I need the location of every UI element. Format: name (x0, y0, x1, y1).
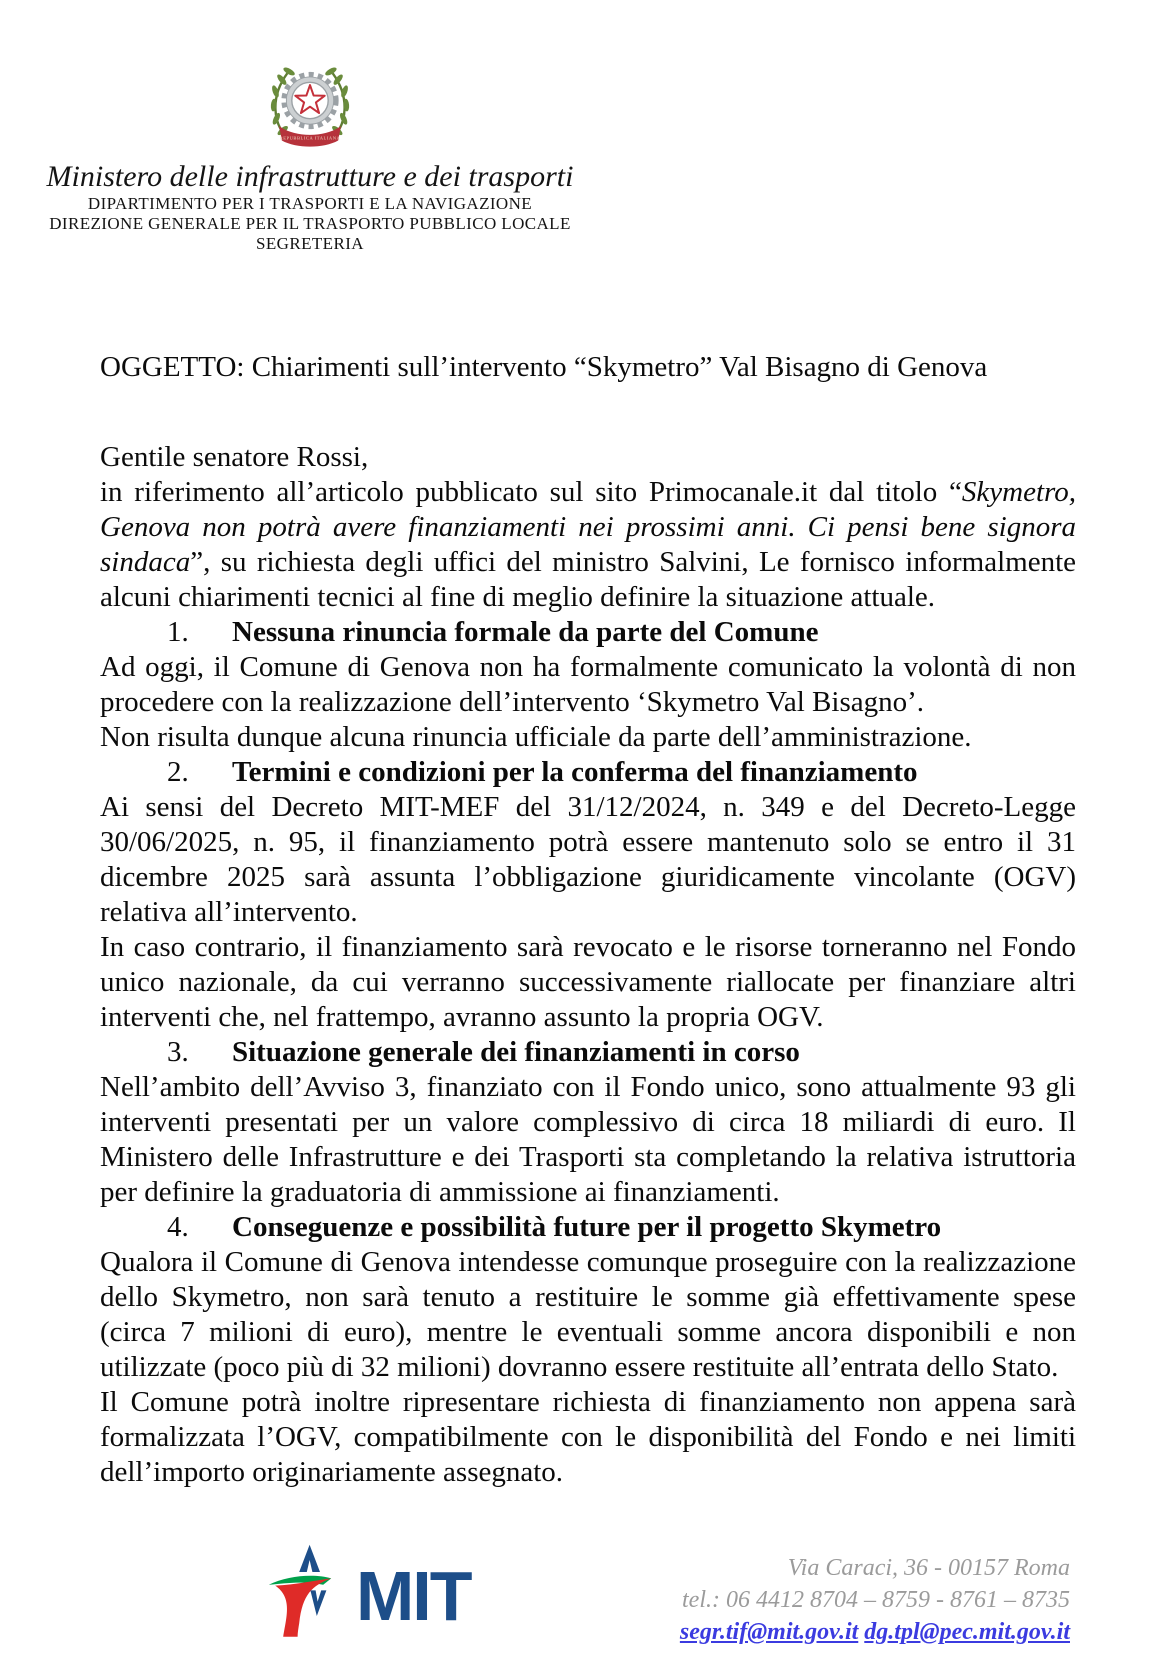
paragraph: Nell’ambito dell’Avviso 3, finanziato con il Fondo unico, sono attualmente 93 gli interventi presentati per un valore complessivo di circa 18 miliardi di euro. Il Ministero delle Infrastrutture e dei Trasporti sta completando la relativa istruttoria per definire la graduatoria di ammissione ai finanziamenti. (100, 1071, 1076, 1208)
section-title: Situazione generale dei finanziamenti in corso (232, 1036, 800, 1068)
intro-paragraph (100, 475, 1076, 615)
section-number: 1. (167, 616, 189, 648)
footer-address: Via Caraci, 36 - 00157 Roma (787, 1555, 1070, 1581)
email-link-segreteria[interactable]: segr.tif@mit.gov.it (679, 1619, 859, 1645)
paragraph: Il Comune potrà inoltre ripresentare richiesta di finanziamento non appena sarà formalizzata l’OGV, compatibilmente con le disponibilità del Fondo e nei limiti dell’importo originariamente assegnato. (100, 1386, 1076, 1488)
paragraph: Ad oggi, il Comune di Genova non ha formalmente comunicato la volontà di non procedere con la realizzazione dell’intervento ‘Skymetro Val Bisagno’. (100, 651, 1076, 718)
footer-phone: tel.: 06 4412 8704 – 8759 - 8761 – 8735 (682, 1587, 1070, 1613)
italy-republic-emblem-icon (260, 58, 360, 154)
section-3-heading (100, 1035, 1076, 1070)
ministry-name: Ministero delle infrastrutture e dei trasporti (46, 160, 574, 193)
letterhead (20, 58, 600, 254)
intro-text-after: ”, su richiesta degli uffici del ministro Salvini, Le fornisco informalmente alcuni chiarimenti tecnici al fine di meglio definire la situazione attuale. (100, 546, 1076, 613)
section-number: 2. (167, 756, 189, 788)
quoted-article-title: Skymetro, Genova non potrà avere finanziamenti nei prossimi anni. Ci pensi bene signora sindaca (100, 476, 1076, 578)
section-number: 4. (167, 1211, 189, 1243)
section-title: Nessuna rinuncia formale da parte del Comune (232, 616, 819, 648)
mit-logo (264, 1540, 471, 1644)
greeting: Gentile senatore Rossi, (100, 441, 369, 473)
mit-star-icon (264, 1540, 344, 1644)
section-title: Termini e condizioni per la conferma del finanziamento (232, 756, 918, 788)
email-link-pec[interactable]: dg.tpl@pec.mit.gov.it (864, 1619, 1070, 1645)
footer-contact (680, 1552, 1070, 1648)
section-4-heading (100, 1210, 1076, 1245)
subject-line: OGGETTO: Chiarimenti sull’intervento “Skymetro” Val Bisagno di Genova (100, 351, 988, 383)
letter-body (100, 350, 1076, 1490)
section-1-heading (100, 615, 1076, 650)
department-line: DIPARTIMENTO PER I TRASPORTI E LA NAVIGAZIONE (87, 194, 533, 213)
office-line: SEGRETERIA (256, 234, 364, 253)
section-2-heading (100, 755, 1076, 790)
footer-emails (680, 1616, 1070, 1648)
paragraph: Non risulta dunque alcuna rinuncia ufficiale da parte dell’amministrazione. (100, 721, 972, 753)
intro-text-before: in riferimento all’articolo pubblicato sul sito Primocanale.it dal titolo “ (100, 476, 962, 508)
paragraph: In caso contrario, il finanziamento sarà revocato e le risorse torneranno nel Fondo unico nazionale, da cui verranno successivamente riallocate per finanziare altri interventi che, nel frattempo, avranno assunto la propria OGV. (100, 931, 1076, 1033)
ribbon-text: REPUBBLICA ITALIANA (279, 135, 341, 141)
directorate-line: DIREZIONE GENERALE PER IL TRASPORTO PUBBLICO LOCALE (49, 214, 571, 233)
mit-logo-text: MIT (356, 1557, 471, 1635)
paragraph: Qualora il Comune di Genova intendesse comunque proseguire con la realizzazione dello Skymetro, non sarà tenuto a restituire le somme già effettivamente spese (circa 7 milioni di euro), mentre le eventuali somme ancora disponibili e non utilizzate (poco più di 32 milioni) dovranno essere restituite all’entrata dello Stato. (100, 1246, 1076, 1383)
section-title: Conseguenze e possibilità future per il progetto Skymetro (232, 1211, 942, 1243)
paragraph: Ai sensi del Decreto MIT-MEF del 31/12/2024, n. 349 e del Decreto-Legge 30/06/2025, n. 95, il finanziamento potrà essere mantenuto solo se entro il 31 dicembre 2025 sarà assunta l’obbligazione giuridicamente vincolante (OGV) relativa all’intervento. (100, 791, 1076, 928)
section-number: 3. (167, 1036, 189, 1068)
